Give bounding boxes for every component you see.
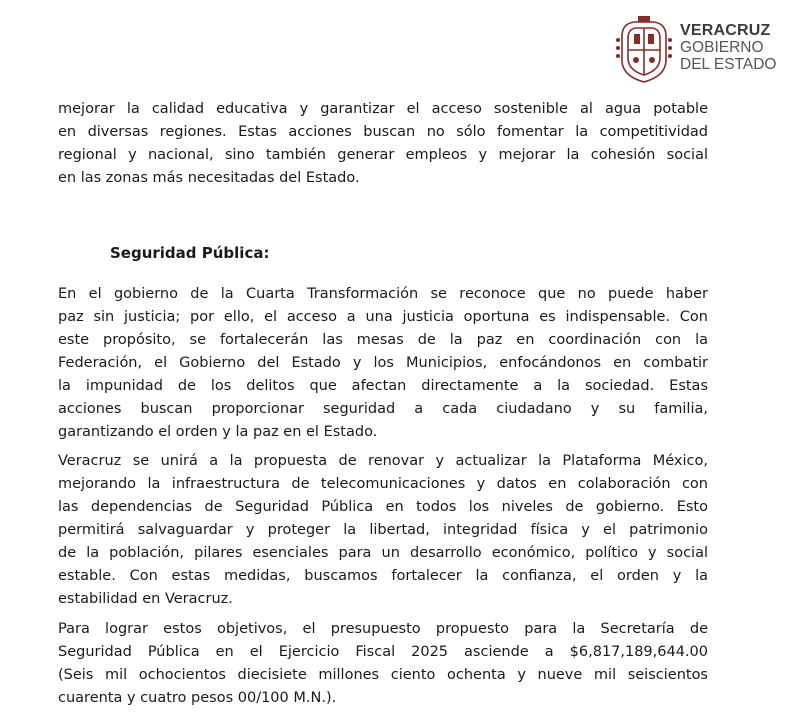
- text-line: estable. Con estas medidas, buscamos fortalecer la confianza, el orden y la: [58, 568, 708, 584]
- text-line: la impunidad de los delitos que afectan directamente a la sociedad. Estas: [58, 378, 708, 394]
- text-line: estabilidad en Veracruz.: [58, 591, 233, 607]
- intro-paragraph: [58, 98, 708, 190]
- text-line: de la población, pilares esenciales para un desarrollo económico, político y social: [58, 545, 708, 561]
- brand-top: VERACRUZ: [680, 22, 771, 39]
- text-line: garantizando el orden y la paz en el Estado.: [58, 424, 378, 440]
- text-line: este propósito, se fortalecerán las mesas de la paz en coordinación con la: [58, 332, 708, 348]
- veracruz-seal-icon: [612, 14, 676, 86]
- text-line: En el gobierno de la Cuarta Transformación se reconoce que no puede haber: [58, 286, 708, 302]
- text-line: mejorando la infraestructura de telecomunicaciones y datos en colaboración con: [58, 476, 708, 492]
- text-line: Seguridad Pública en el Ejercicio Fiscal 2025 asciende a $6,817,189,644.00: [58, 644, 708, 660]
- text-line: Veracruz se unirá a la propuesta de renovar y actualizar la Plataforma México,: [58, 453, 708, 469]
- paragraph-2: [58, 450, 708, 611]
- text-line: Para lograr estos objetivos, el presupuesto propuesto para la Secretaría de: [58, 621, 708, 637]
- paragraph-1: [58, 283, 708, 444]
- paragraph-3: [58, 618, 708, 710]
- text-line: las dependencias de Seguridad Pública en todos los niveles de gobierno. Esto: [58, 499, 708, 515]
- text-line: cuarenta y cuatro pesos 00/100 M.N.).: [58, 690, 337, 706]
- text-line: (Seis mil ochocientos diecisiete millones ciento ochenta y nueve mil seiscientos: [58, 667, 708, 683]
- text-line: en las zonas más necesitadas del Estado.: [58, 170, 360, 186]
- section-title: Seguridad Pública:: [110, 244, 270, 262]
- text-line: regional y nacional, sino también generar empleos y mejorar la cohesión social: [58, 147, 708, 163]
- text-line: mejorar la calidad educativa y garantizar el acceso sostenible al agua potable: [58, 101, 708, 117]
- text-line: paz sin justicia; por ello, el acceso a una justicia oportuna es indispensable. Con: [58, 309, 708, 325]
- text-line: permitirá salvaguardar y proteger la libertad, integridad física y el patrimonio: [58, 522, 708, 538]
- text-line: acciones buscan proporcionar seguridad a cada ciudadano y su familia,: [58, 401, 708, 417]
- text-line: en diversas regiones. Estas acciones buscan no sólo fomentar la competitividad: [58, 124, 708, 140]
- page-header: [612, 10, 782, 90]
- text-line: Federación, el Gobierno del Estado y los Municipios, enfocándonos en combatir: [58, 355, 708, 371]
- brand-line-2: GOBIERNO: [680, 39, 764, 56]
- brand-wordmark: [680, 22, 776, 73]
- brand-line-3: DEL ESTADO: [680, 56, 777, 73]
